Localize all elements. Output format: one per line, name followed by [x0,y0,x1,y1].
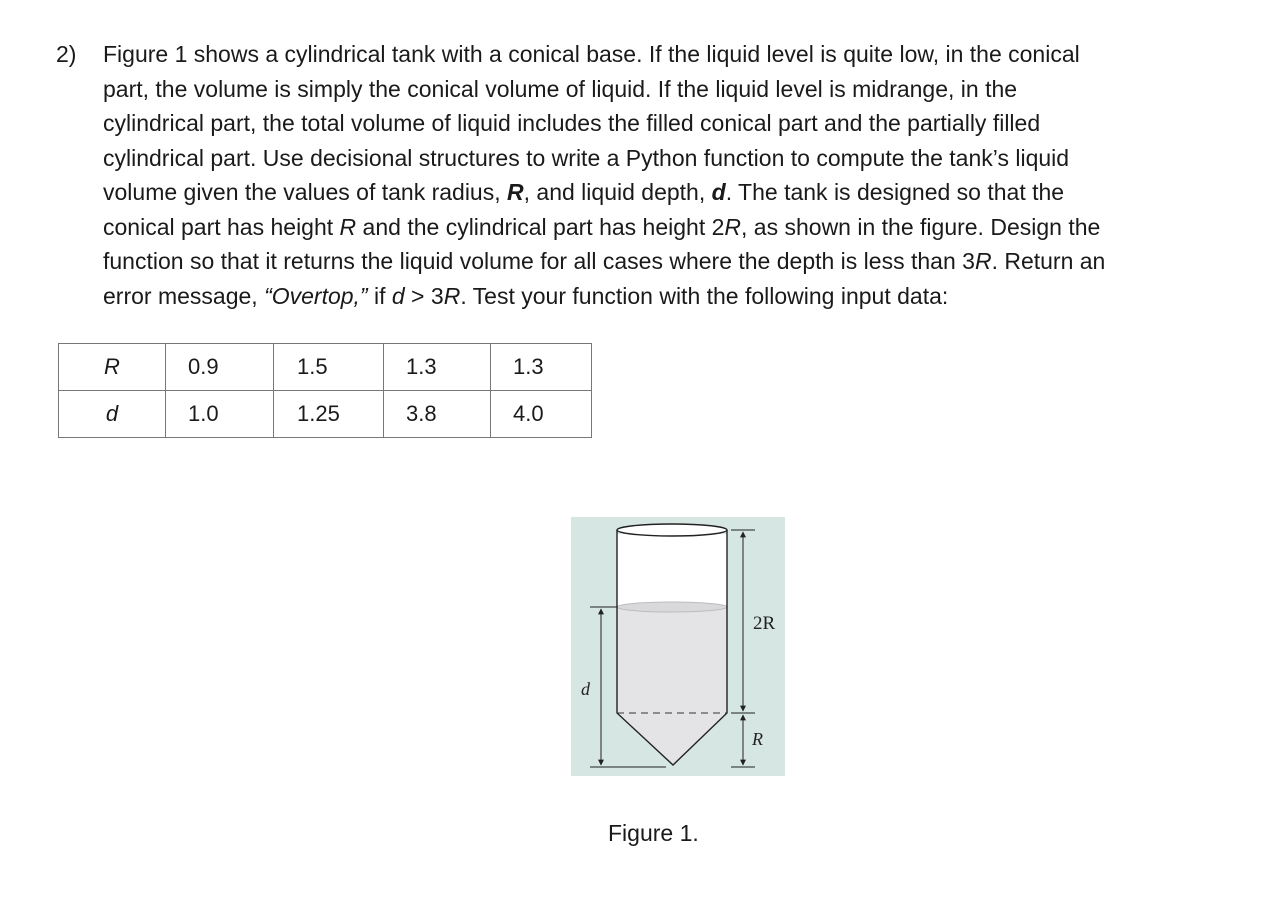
text-run: conical part has height [103,213,340,240]
problem-line-4 [103,141,1233,176]
text-run: . The tank is designed so that the [725,179,1065,205]
cell-value: 1.3 [406,354,437,379]
problem-line-2 [103,72,1233,107]
text-run: , and liquid depth, [523,179,712,205]
tank-rim [617,524,727,536]
table-cell [491,344,592,391]
text-run: . Return an [991,248,1106,274]
variable-R: R [443,282,461,309]
liquid-surface [617,602,727,612]
row-label: d [59,391,166,438]
cell-value: 1.0 [188,401,219,426]
text-run: part, the volume is simply the conical volume of liquid. If the liquid level is midrange, in the [103,75,1018,102]
table-cell [274,391,384,438]
problem-line-6 [103,210,1233,245]
variable-R: R [339,213,357,240]
problem-line-8 [103,279,1233,314]
figure-caption: Figure 1. [608,820,699,846]
input-data-table [58,343,592,438]
tank-figure [571,517,785,776]
table-cell [384,391,491,438]
variable-R: R [724,213,742,240]
table-row-d [59,391,592,438]
cell-value: 1.25 [297,401,340,426]
row-label: R [59,344,166,391]
text-run: . Test your function with the following input data: [460,282,949,309]
table-cell [166,344,274,391]
variable-R: R [974,248,992,274]
problem-line-7 [103,244,1233,279]
text-run: volume given the values of tank radius, [103,179,508,205]
cell-value: 4.0 [513,401,544,426]
text-run: , as shown in the figure. Design the [741,213,1101,240]
label-d: d [581,679,590,699]
problem-statement [103,37,1233,313]
problem-line-3 [103,106,1233,141]
table-cell [166,391,274,438]
text-run: error message, [103,282,265,309]
text-run: cylindrical part. Use decisional structures to write a Python function to compute the tank’s liquid [103,144,1070,171]
text-run: cylindrical part, the total volume of liquid includes the filled conical part and the partially filled [103,110,1041,136]
label-R: R [752,729,763,749]
variable-d: d [711,179,726,205]
cell-value: 1.5 [297,354,328,379]
table-cell [491,391,592,438]
text-run: Figure 1 shows a cylindrical tank with a conical base. If the liquid level is quite low, in the conical [103,41,1080,67]
table-cell [384,344,491,391]
cell-value: 1.3 [513,354,544,379]
label-2R: 2R [753,613,776,634]
problem-number: 2) [56,41,77,67]
text-run: > 3 [404,282,444,309]
cell-value: 0.9 [188,354,219,379]
table-row-R [59,344,592,391]
cell-value: 3.8 [406,401,437,426]
text-run: if [367,282,392,309]
variable-d: d [391,282,405,309]
problem-line-1 [103,37,1233,72]
table-cell [274,344,384,391]
variable-R: R [507,179,524,205]
text-run: function so that it returns the liquid volume for all cases where the depth is less than 3 [103,248,975,274]
overtop-message: “Overtop,” [264,282,368,309]
text-run: and the cylindrical part has height 2 [356,213,725,240]
problem-line-5 [103,175,1233,210]
